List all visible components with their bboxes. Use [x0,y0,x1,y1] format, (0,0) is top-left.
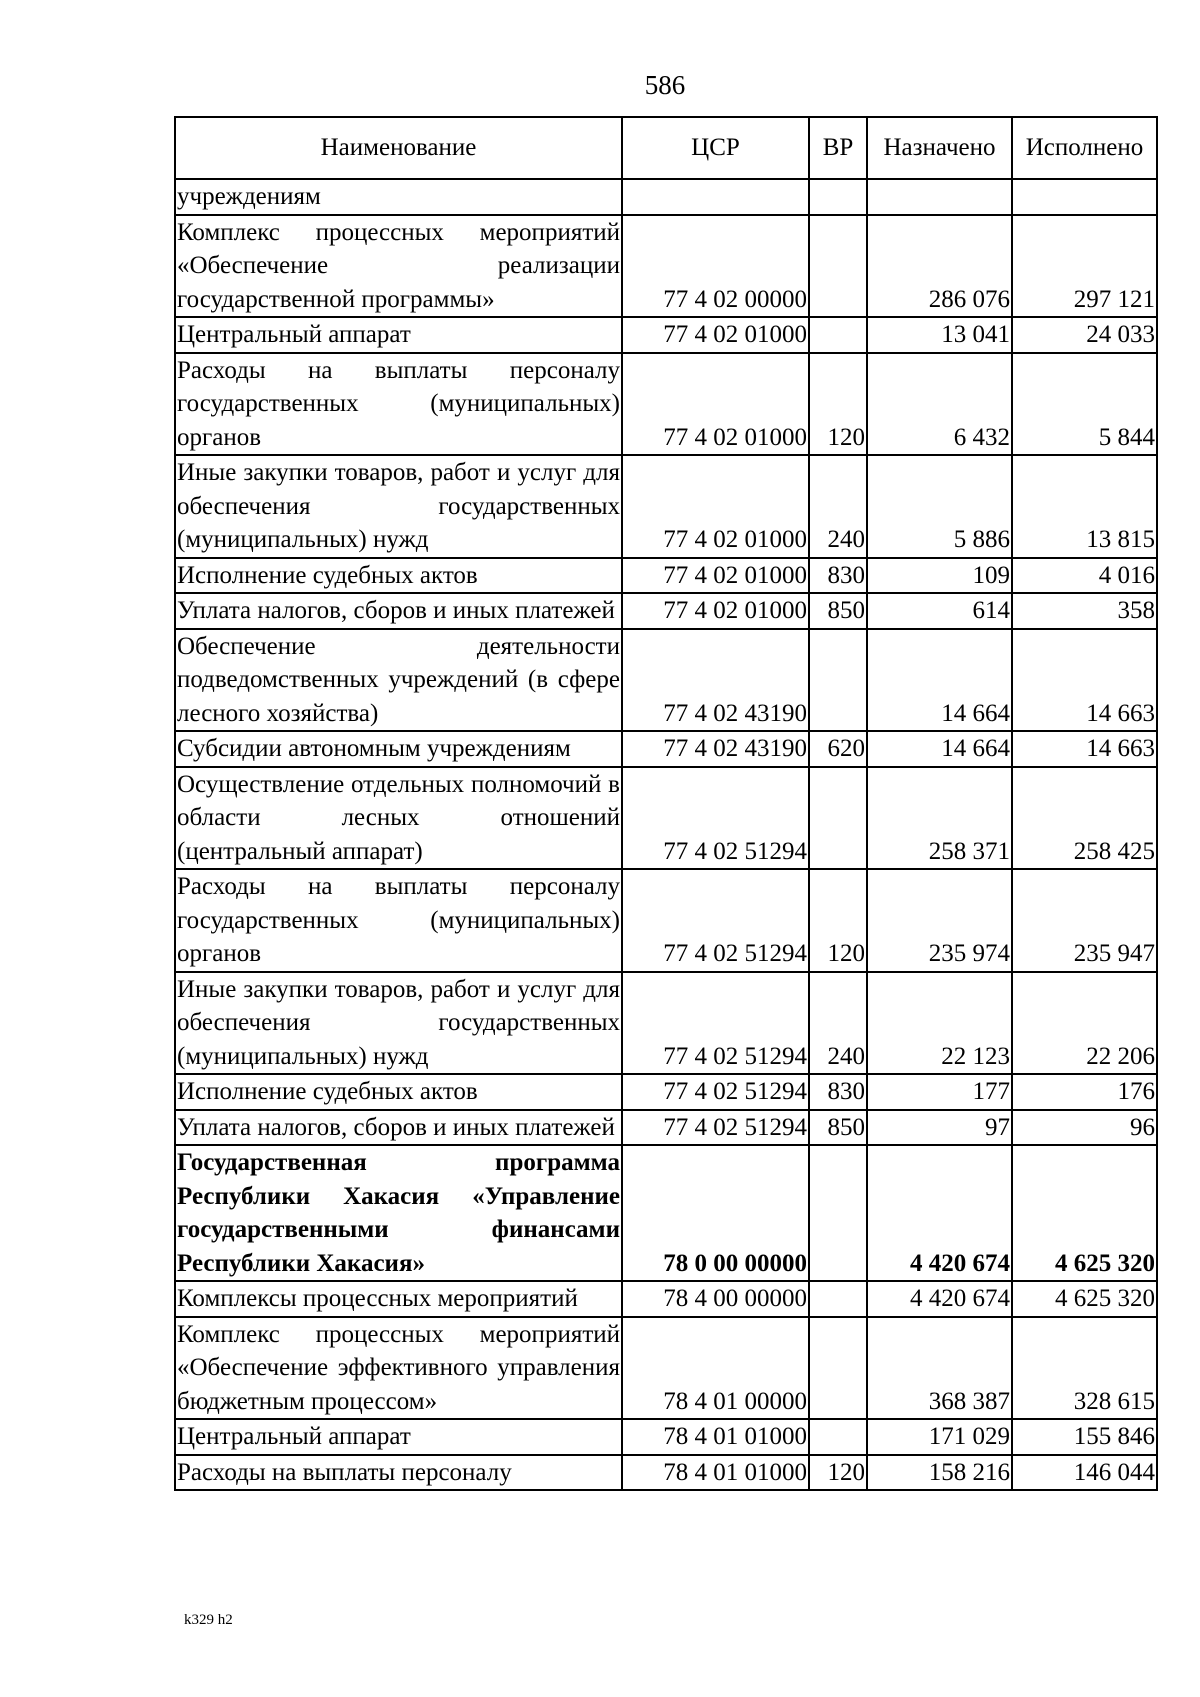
table-row [175,1074,1157,1110]
column-header-name: Наименование [175,117,622,179]
cell-csr: 78 4 01 01000 [622,1455,809,1491]
cell-name: Осуществление отдельных полномочий в области лесных отношений (центральный аппарат) [175,767,622,870]
cell-executed: 4 016 [1012,558,1157,594]
cell-vr [809,179,867,215]
cell-name: Центральный аппарат [175,1419,622,1455]
cell-vr: 830 [809,558,867,594]
cell-assigned: 5 886 [867,455,1012,558]
cell-assigned [867,179,1012,215]
cell-assigned: 614 [867,593,1012,629]
footer-code: k329 h2 [184,1612,233,1628]
column-header-csr: ЦСР [622,117,809,179]
cell-csr: 77 4 02 51294 [622,972,809,1075]
table-row [175,1419,1157,1455]
cell-csr: 78 4 01 00000 [622,1317,809,1420]
cell-executed: 155 846 [1012,1419,1157,1455]
cell-executed: 22 206 [1012,972,1157,1075]
cell-executed: 14 663 [1012,731,1157,767]
cell-assigned: 368 387 [867,1317,1012,1420]
cell-csr: 77 4 02 01000 [622,317,809,353]
cell-vr: 830 [809,1074,867,1110]
cell-name: Обеспечение деятельности подведомственных учреждений (в сфере лесного хозяйства) [175,629,622,732]
cell-name: Исполнение судебных актов [175,1074,622,1110]
column-header-executed: Исполнено [1012,117,1157,179]
table-row [175,1145,1157,1281]
table-row [175,869,1157,972]
cell-vr [809,629,867,732]
cell-name: Комплексы процессных мероприятий [175,1281,622,1317]
cell-executed: 258 425 [1012,767,1157,870]
cell-assigned: 97 [867,1110,1012,1146]
table-row [175,1317,1157,1420]
cell-executed: 358 [1012,593,1157,629]
cell-csr: 77 4 02 01000 [622,455,809,558]
cell-csr: 77 4 02 43190 [622,731,809,767]
budget-execution-table [174,116,1158,1491]
table-row [175,629,1157,732]
cell-assigned: 22 123 [867,972,1012,1075]
page-number: 586 [644,70,686,100]
cell-name: Комплекс процессных мероприятий «Обеспечение реализации государственной программы» [175,215,622,318]
cell-executed: 4 625 320 [1012,1281,1157,1317]
cell-vr [809,1281,867,1317]
cell-executed: 14 663 [1012,629,1157,732]
cell-vr [809,1145,867,1281]
cell-executed: 96 [1012,1110,1157,1146]
cell-name: Субсидии автономным учреждениям [175,731,622,767]
table-row [175,972,1157,1075]
cell-executed [1012,179,1157,215]
cell-assigned: 286 076 [867,215,1012,318]
table-row [175,215,1157,318]
cell-csr [622,179,809,215]
cell-vr: 620 [809,731,867,767]
cell-vr: 240 [809,972,867,1075]
cell-vr: 240 [809,455,867,558]
cell-name: Иные закупки товаров, работ и услуг для обеспечения государственных (муниципальных) нужд [175,972,622,1075]
cell-name: Государственная программа Республики Хакасия «Управление государственными финансами Республики Хакасия» [175,1145,622,1281]
cell-executed: 24 033 [1012,317,1157,353]
table-row [175,353,1157,456]
cell-executed: 5 844 [1012,353,1157,456]
cell-csr: 77 4 02 51294 [622,767,809,870]
cell-executed: 146 044 [1012,1455,1157,1491]
cell-name: Расходы на выплаты персоналу государственных (муниципальных) органов [175,353,622,456]
cell-assigned: 235 974 [867,869,1012,972]
cell-assigned: 177 [867,1074,1012,1110]
cell-executed: 4 625 320 [1012,1145,1157,1281]
cell-csr: 77 4 02 51294 [622,869,809,972]
cell-name: учреждениям [175,179,622,215]
cell-csr: 78 4 00 00000 [622,1281,809,1317]
table-header-row [175,117,1157,179]
cell-csr: 77 4 02 01000 [622,593,809,629]
cell-name: Иные закупки товаров, работ и услуг для обеспечения государственных (муниципальных) нужд [175,455,622,558]
cell-vr [809,1419,867,1455]
cell-executed: 328 615 [1012,1317,1157,1420]
cell-csr: 77 4 02 51294 [622,1074,809,1110]
cell-name: Исполнение судебных актов [175,558,622,594]
cell-vr: 120 [809,869,867,972]
column-header-assigned: Назначено [867,117,1012,179]
cell-assigned: 6 432 [867,353,1012,456]
cell-csr: 77 4 02 01000 [622,353,809,456]
cell-name: Комплекс процессных мероприятий «Обеспечение эффективного управления бюджетным процессом» [175,1317,622,1420]
cell-assigned: 4 420 674 [867,1281,1012,1317]
table-row [175,1455,1157,1491]
cell-vr: 120 [809,353,867,456]
cell-csr: 77 4 02 51294 [622,1110,809,1146]
cell-vr: 850 [809,1110,867,1146]
table-row [175,179,1157,215]
cell-name: Расходы на выплаты персоналу государственных (муниципальных) органов [175,869,622,972]
table-row [175,1110,1157,1146]
cell-csr: 77 4 02 43190 [622,629,809,732]
cell-name: Расходы на выплаты персоналу [175,1455,622,1491]
cell-assigned: 13 041 [867,317,1012,353]
cell-vr: 120 [809,1455,867,1491]
cell-assigned: 258 371 [867,767,1012,870]
cell-vr: 850 [809,593,867,629]
table-row [175,731,1157,767]
table-row [175,558,1157,594]
table-row [175,1281,1157,1317]
cell-assigned: 14 664 [867,731,1012,767]
cell-executed: 176 [1012,1074,1157,1110]
cell-vr [809,215,867,318]
cell-csr: 78 4 01 01000 [622,1419,809,1455]
cell-assigned: 14 664 [867,629,1012,732]
cell-csr: 77 4 02 01000 [622,558,809,594]
cell-csr: 78 0 00 00000 [622,1145,809,1281]
table-row [175,593,1157,629]
cell-vr [809,317,867,353]
cell-executed: 235 947 [1012,869,1157,972]
cell-assigned: 4 420 674 [867,1145,1012,1281]
table-row [175,317,1157,353]
column-header-vr: ВР [809,117,867,179]
table-row [175,767,1157,870]
cell-executed: 13 815 [1012,455,1157,558]
cell-name: Уплата налогов, сборов и иных платежей [175,1110,622,1146]
cell-vr [809,1317,867,1420]
cell-assigned: 109 [867,558,1012,594]
table-row [175,455,1157,558]
cell-assigned: 171 029 [867,1419,1012,1455]
cell-name: Уплата налогов, сборов и иных платежей [175,593,622,629]
cell-vr [809,767,867,870]
cell-name: Центральный аппарат [175,317,622,353]
cell-csr: 77 4 02 00000 [622,215,809,318]
cell-assigned: 158 216 [867,1455,1012,1491]
table-body [175,179,1157,1490]
cell-executed: 297 121 [1012,215,1157,318]
